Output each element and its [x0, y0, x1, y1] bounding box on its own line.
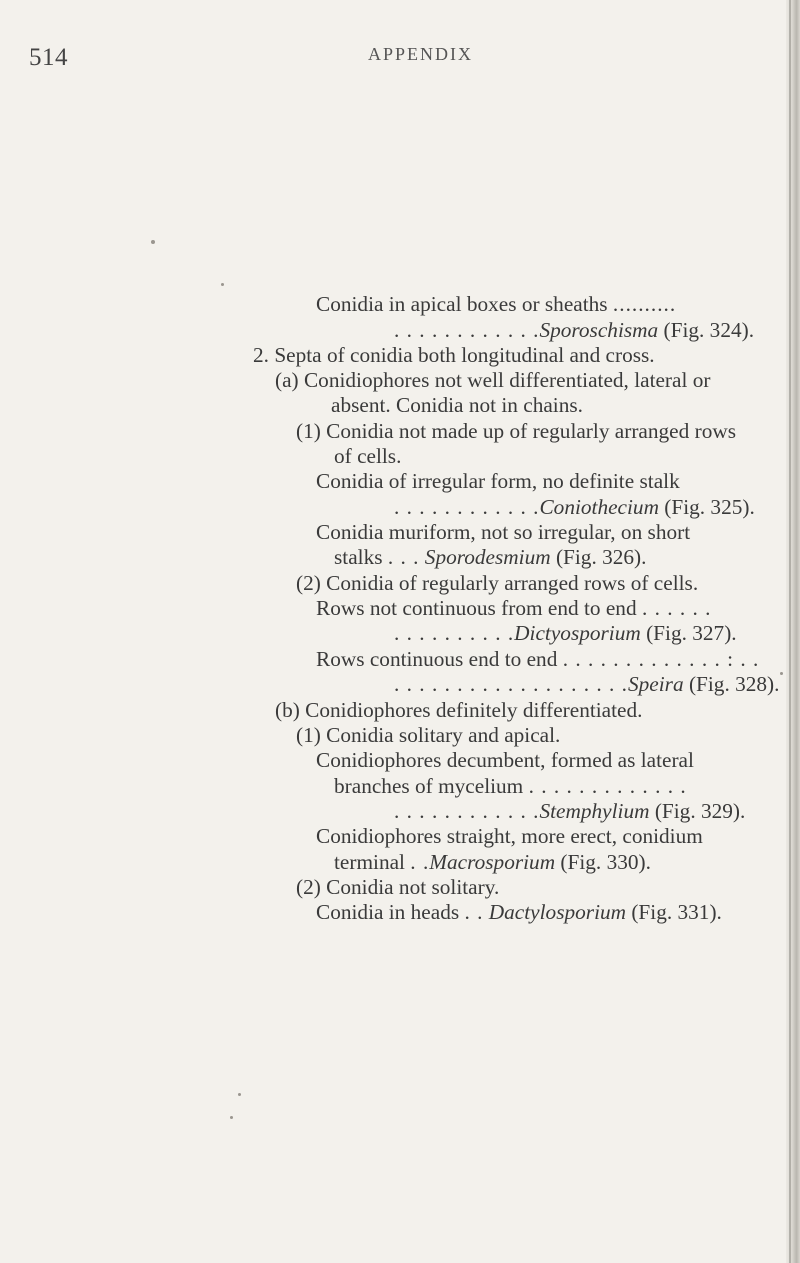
leader-dots: . .	[410, 850, 430, 874]
key-line	[334, 443, 401, 469]
genus-name: Coniothecium	[539, 495, 659, 519]
key-line	[334, 773, 687, 799]
key-line	[394, 798, 745, 824]
leader-dots: . . . . . .	[641, 596, 712, 620]
line-text: stalks	[334, 545, 383, 569]
genus-name: Speira	[628, 672, 684, 696]
figure-ref: (Fig. 325).	[664, 495, 755, 519]
genus-name: Sporoschisma	[539, 318, 659, 342]
key-line	[394, 620, 737, 646]
figure-ref: (Fig. 326).	[555, 545, 647, 569]
key-line	[316, 519, 690, 545]
line-text: Conidiophores decumbent, formed as lateral	[316, 748, 694, 772]
key-line	[394, 671, 779, 697]
leader-dots: . . . . . . . . . . . .	[394, 318, 540, 342]
line-text: Conidia solitary and apical.	[326, 723, 561, 747]
key-line	[296, 418, 736, 444]
figure-ref: (Fig. 331).	[631, 900, 722, 924]
key-line	[253, 342, 655, 368]
leader-dots: . .	[464, 900, 484, 924]
line-text: Rows continuous end to end	[316, 647, 558, 671]
line-text: Conidiophores not well differentiated, lateral or	[303, 368, 711, 392]
key-line	[316, 899, 722, 925]
line-text: Conidia of regularly arranged rows of cells.	[326, 571, 699, 595]
leader-dots: . . . . . . . . . . . . .	[528, 774, 687, 798]
line-text: absent. Conidia not in chains.	[331, 393, 583, 417]
leader-dots: . . .	[387, 545, 420, 569]
leader-dots: . . . . . . . . . . . . . . . . . . .	[394, 672, 628, 696]
paper-speck	[238, 1093, 241, 1096]
line-number: (a)	[275, 368, 299, 392]
key-line	[334, 849, 651, 875]
key-line	[296, 722, 560, 748]
line-text: Rows not continuous from end to end	[316, 596, 637, 620]
genus-name: Dactylosporium	[488, 900, 627, 924]
leader-dots: . . . . . . . . . . . .	[394, 799, 540, 823]
paper-speck	[780, 672, 783, 675]
paper-speck	[230, 1116, 233, 1119]
figure-ref: (Fig. 327).	[646, 621, 737, 645]
key-line	[331, 392, 583, 418]
key-line	[316, 747, 694, 773]
line-number: (1)	[296, 419, 321, 443]
figure-ref: (Fig. 330).	[560, 850, 651, 874]
key-line	[275, 697, 642, 723]
key-line	[316, 646, 759, 672]
key-line	[316, 468, 680, 494]
line-number: 2.	[253, 343, 269, 367]
key-line	[275, 367, 710, 393]
line-text: Conidia of irregular form, no definite stalk	[316, 469, 680, 493]
line-number: (1)	[296, 723, 321, 747]
line-text: Septa of conidia both longitudinal and cross.	[274, 343, 655, 367]
genus-name: Dictyosporium	[514, 621, 641, 645]
line-text: terminal	[334, 850, 405, 874]
figure-ref: (Fig. 328).	[688, 672, 780, 696]
genus-name: Macrosporium	[429, 850, 556, 874]
key-line	[334, 544, 646, 570]
line-text: of cells.	[334, 444, 402, 468]
running-head: APPENDIX	[368, 44, 474, 64]
line-text: Conidia in apical boxes or sheaths	[316, 292, 608, 316]
line-text: Conidia in heads	[316, 900, 460, 924]
line-text: Conidia not made up of regularly arranged rows	[326, 419, 737, 443]
line-text: Conidiophores straight, more erect, conidium	[316, 824, 703, 848]
key-line	[394, 317, 754, 343]
figure-ref: (Fig. 324).	[663, 318, 755, 342]
key-line	[316, 595, 712, 621]
leader-dots: . . . . . . . . . . . . . : . .	[562, 647, 760, 671]
line-text: Conidiophores definitely differentiated.	[305, 698, 643, 722]
leader-dots: . . . . . . . . . . . .	[394, 495, 540, 519]
line-number: (2)	[296, 571, 321, 595]
key-line	[316, 823, 703, 849]
figure-ref: (Fig. 329).	[654, 799, 746, 823]
line-text: branches of mycelium	[334, 774, 524, 798]
genus-name: Sporodesmium	[424, 545, 551, 569]
key-line	[296, 874, 499, 900]
leader-dots: . . . . . . . . . .	[394, 621, 515, 645]
page-number: 514	[29, 44, 68, 71]
paper-speck	[221, 283, 224, 286]
paper-speck	[151, 240, 155, 244]
genus-name: Stemphylium	[539, 799, 650, 823]
line-number: (b)	[275, 698, 300, 722]
line-text: Conidia not solitary.	[326, 875, 500, 899]
page-edge-line	[789, 0, 791, 1263]
leader-dots: ..........	[612, 292, 677, 316]
key-line	[316, 291, 676, 317]
line-number: (2)	[296, 875, 321, 899]
key-line	[296, 570, 698, 596]
key-line	[394, 494, 755, 520]
line-text: Conidia muriform, not so irregular, on short	[316, 520, 691, 544]
